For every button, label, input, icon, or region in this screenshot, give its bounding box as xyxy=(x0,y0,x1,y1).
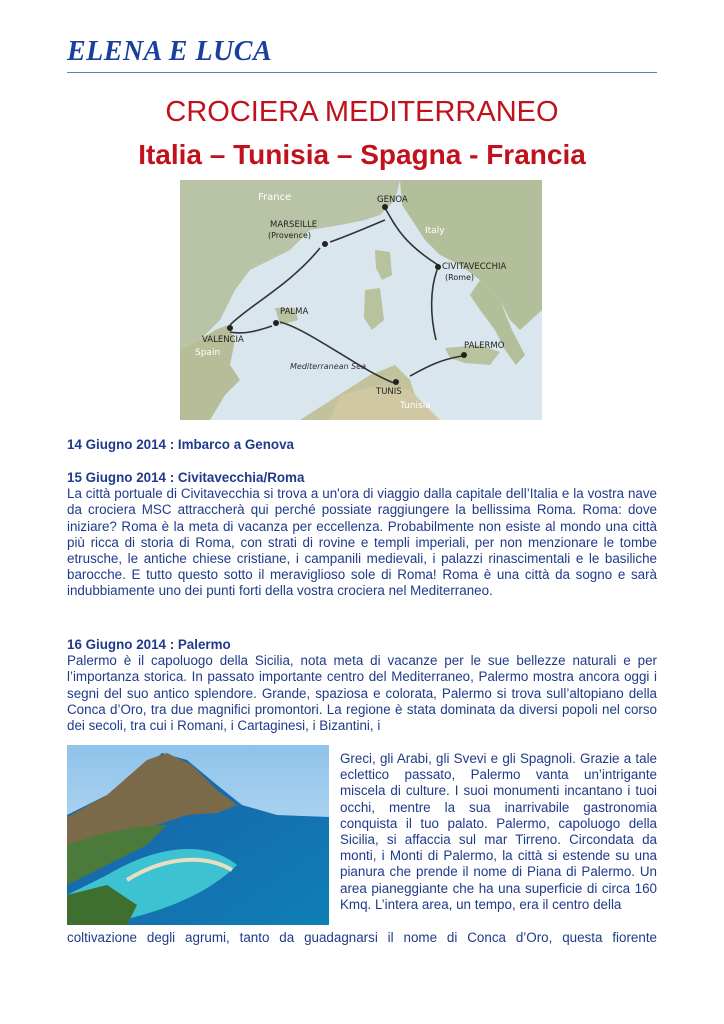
day-1-date: 14 Giugno 2014 : Imbarco a Genova xyxy=(67,437,294,452)
subtitle: Italia – Tunisia – Spagna - Francia xyxy=(138,139,586,170)
palermo-bay-photo xyxy=(67,745,329,925)
itinerary-day-1 xyxy=(67,437,657,453)
day-3-description-wrap: Greci, gli Arabi, gli Svevi e gli Spagnoli. Grazie a tale eclettico passato, Palermo vanta un’intrigante miscela di culture. I suoi monumenti incantano i tuoi occhi, mentre la sua inarrivabile gastronomia conquista il tuo palato. Palermo, capoluogo della Sicilia, si affaccia sul mar Tirreno. Circondata da monti, i Monti di Palermo, la città si estende su una pianura che prende il nome di Piana di Palermo. Un area pianeggiante che ha una superficie di circa 160 Kmq. L’intera area, un tempo, era il centro della xyxy=(340,751,657,912)
day-2-date: 15 Giugno 2014 : Civitavecchia/Roma xyxy=(67,470,305,485)
port-marseille: MARSEILLE xyxy=(270,220,318,230)
port-valencia: VALENCIA xyxy=(202,335,244,345)
port-palermo: PALERMO xyxy=(464,341,505,351)
port-tunis: TUNIS xyxy=(376,387,402,397)
port-marseille-sub: (Provence) xyxy=(268,231,311,240)
label-italy: Italy xyxy=(425,226,445,236)
itinerary-day-2 xyxy=(67,470,657,600)
main-title: CROCIERA MEDITERRANEO xyxy=(165,96,559,128)
label-sea: Mediterranean Sea xyxy=(290,362,367,371)
day-3-description: Palermo è il capoluogo della Sicilia, nota meta di vacanze per le sue bellezze naturali e per l’importanza storica. In passato importante centro del Mediterraneo, Palermo mostra ancora oggi i segni del suo antico splendore. Grande, spaziosa e colorata, Palermo si trova sull’altopiano della Conca d’Oro, tra due magnifici promontori. La regione è stata dominata da diversi popoli nel corso dei secoli, tra cui i Romani, i Cartaginesi, i Bizantini, i xyxy=(67,653,657,734)
itinerary-day-3 xyxy=(67,637,657,734)
header-title: ELENA E LUCA xyxy=(67,36,273,67)
port-civitavecchia: CIVITAVECCHIA xyxy=(442,262,507,272)
day-2-description: La città portuale di Civitavecchia si trova a un'ora di viaggio dalla capitale dell’Italia e la vostra nave da crociera MSC attraccherà qui perché possiate raggiungere la bellissima Roma. Roma: dove iniziare? Roma è la meta di vacanza per eccellenza. Probabilmente non esiste al mondo una città più ricca di storia di Roma, con strati di rovine e templi imperiali, per non menzionare le tombe etrusche, le antiche chiese cristiane, i campanili medievali, i palazzi rinascimentali e le basiliche barocche. E tutto questo sotto il meraviglioso sole di Roma! Roma è una città da sogno e sarà indubbiamente uno dei punti forti della vostra crociera nel Mediterraneo. xyxy=(67,486,657,599)
port-civitavecchia-sub: (Rome) xyxy=(445,273,475,282)
label-tunisia: Tunisia xyxy=(400,401,431,411)
cruise-route-map xyxy=(180,180,542,420)
header-divider xyxy=(67,72,657,73)
label-france: France xyxy=(258,192,292,203)
port-genoa: GENOA xyxy=(377,195,408,205)
label-spain: Spain xyxy=(195,348,221,358)
port-palma: PALMA xyxy=(280,307,309,317)
day-3-date: 16 Giugno 2014 : Palermo xyxy=(67,637,231,652)
day-3-description-continued: coltivazione degli agrumi, tanto da guadagnarsi il nome di Conca d’Oro, questa fiorente xyxy=(67,930,657,945)
